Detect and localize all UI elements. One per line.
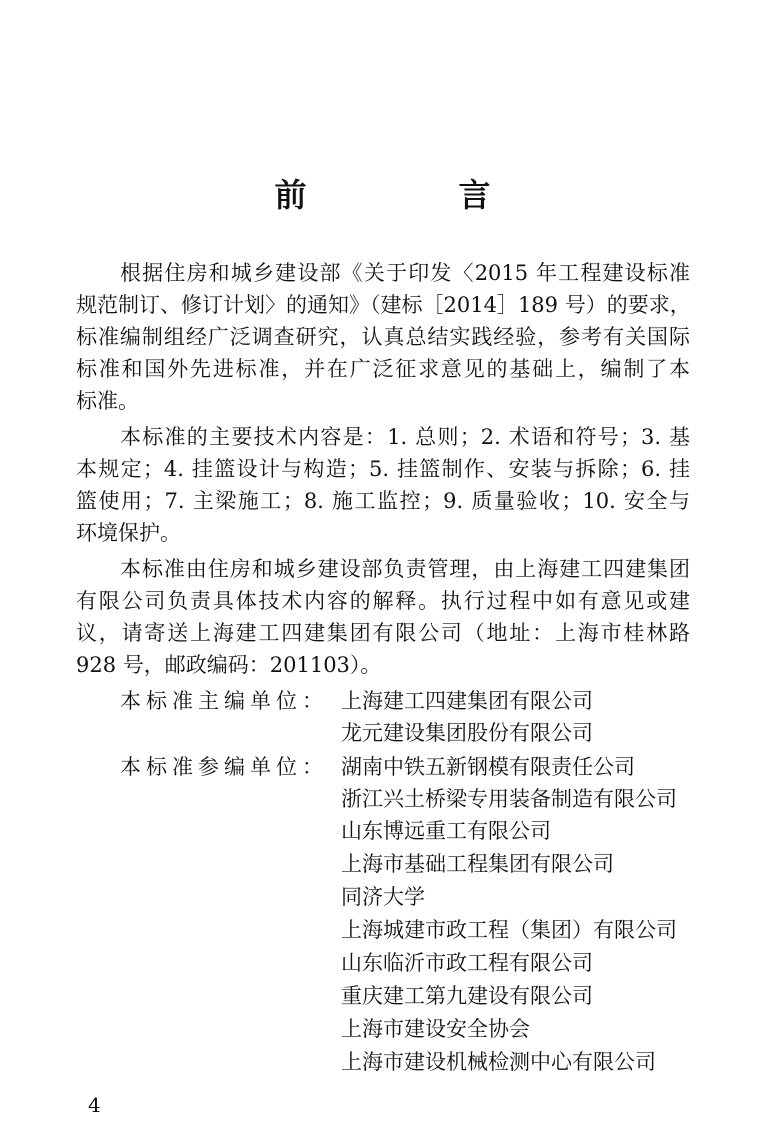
paragraph-1-line-3: 标准编制组经广泛调查研究，认真总结实践经验，参考有关国际: [76, 325, 690, 349]
participating-unit: 浙江兴土桥梁专用装备制造有限公司: [341, 787, 677, 811]
participating-unit: 湖南中铁五新钢模有限责任公司: [341, 755, 635, 779]
paragraph-3-line-4: 928 号，邮政编码：201103）。: [76, 653, 382, 677]
participating-unit: 上海市建设安全协会: [341, 1017, 530, 1041]
participating-unit: 上海市建设机械检测中心有限公司: [341, 1050, 656, 1074]
page-number: 4: [88, 1093, 101, 1117]
paragraph-1-line-5: 标准。: [76, 389, 139, 413]
paragraph-3-line-3: 议，请寄送上海建工四建集团有限公司（地址：上海市桂林路: [76, 621, 690, 645]
paragraph-1-line-2: 规范制订、修订计划〉的通知》（建标［2014］189 号）的要求，: [76, 293, 691, 317]
paragraph-2-line-1: 本标准的主要技术内容是：1. 总则；2. 术语和符号；3. 基: [120, 425, 690, 449]
paragraph-1-line-4: 标准和国外先进标准，并在广泛征求意见的基础上，编制了本: [76, 357, 690, 381]
paragraph-2-line-3: 篮使用；7. 主梁施工；8. 施工监控；9. 质量验收；10. 安全与: [76, 489, 690, 513]
participating-unit: 山东博远重工有限公司: [341, 819, 551, 843]
participating-unit: 上海城建市政工程（集团）有限公司: [341, 918, 677, 942]
paragraph-3-line-2: 有限公司负责具体技术内容的解释。执行过程中如有意见或建: [76, 589, 690, 613]
chief-units-label: 本标准主编单位：: [120, 689, 328, 713]
chief-unit: 上海建工四建集团有限公司: [341, 689, 593, 713]
paragraph-2-line-4: 环境保护。: [76, 521, 181, 545]
participating-unit: 重庆建工第九建设有限公司: [341, 984, 593, 1008]
chief-unit: 龙元建设集团股份有限公司: [341, 721, 593, 745]
paragraph-2-line-2: 本规定；4. 挂篮设计与构造；5. 挂篮制作、安装与拆除；6. 挂: [76, 457, 690, 481]
participating-unit: 山东临沂市政工程有限公司: [341, 951, 593, 975]
paragraph-1-line-1: 根据住房和城乡建设部《关于印发〈2015 年工程建设标准: [120, 261, 690, 285]
participating-units-label: 本标准参编单位：: [120, 755, 328, 779]
paragraph-3-line-1: 本标准由住房和城乡建设部负责管理，由上海建工四建集团: [120, 557, 690, 581]
page-title: 前 言: [274, 176, 551, 214]
participating-unit: 上海市基础工程集团有限公司: [341, 852, 614, 876]
participating-unit: 同济大学: [341, 885, 425, 909]
